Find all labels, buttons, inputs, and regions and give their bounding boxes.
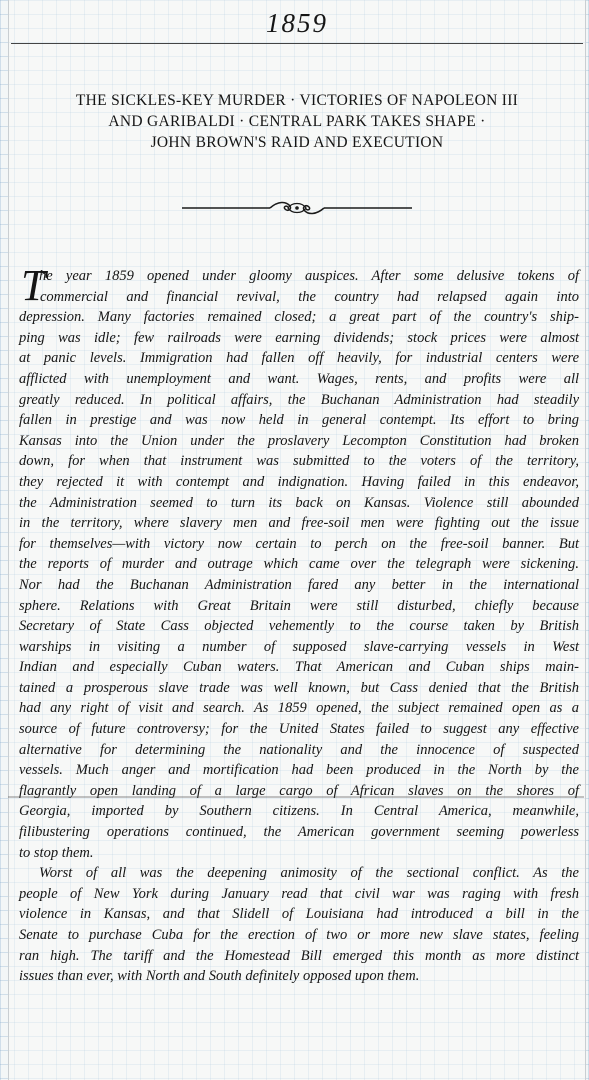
text-line: Worst of all was the deepening animosity of the sectional conflict. As the (39, 865, 579, 882)
text-line: violence in Kansas, and that Slidell of Louisiana had introduced a bill in the (19, 906, 579, 923)
document-page (8, 0, 586, 1080)
text-line: in the territory, where slavery men and free-soil men were fighting out the issue (19, 515, 579, 532)
text-line: Georgia, imported by Southern citizens. In Central America, meanwhile, (19, 803, 579, 820)
text-line: source of future controversy; for the United States failed to suggest any effective (19, 721, 579, 738)
text-line: for themselves—with victory now certain to perch on the free-soil banner. But (19, 535, 579, 552)
text-line: tained a prosperous slave trade was well known, but Cass denied that the British (19, 679, 579, 696)
scroll-ornament-icon (182, 200, 412, 216)
text-line: flagrantly open landing of a large cargo of African slaves on the shores of (19, 782, 579, 799)
text-line: greatly reduced. In political affairs, the Buchanan Administration had steadily (19, 391, 579, 408)
chapter-year: 1859 (266, 8, 328, 38)
text-line: ping was idle; few railroads were earning dividends; stock prices were almost (19, 329, 579, 346)
subtitle-line: JOHN BROWN'S RAID AND EXECUTION (150, 134, 444, 151)
text-line: Secretary of State Cass objected vehemently to the course taken by British (19, 618, 579, 635)
text-line: Indian and especially Cuban waters. That American and Cuban ships main- (19, 659, 579, 676)
text-line: filibustering operations continued, the American government seeming powerless (19, 824, 579, 841)
text-line: people of New York during January read that civil war was raging with fresh (19, 885, 579, 902)
article-body (19, 261, 579, 987)
text-line: fallen in prestige and was now held in general contempt. Its effort to bring (19, 412, 579, 429)
text-line: Senate to purchase Cuba for the erection of two or more new slave states, feeling (19, 927, 579, 943)
text-line: afflicted with unemployment and want. Wages, rents, and profits were all (19, 370, 579, 387)
text-line: issues than ever, with North and South definitely opposed upon them. (19, 968, 420, 985)
drop-cap: T (21, 261, 46, 310)
subtitle-line: THE SICKLES-KEY MURDER · VICTORIES OF NAPOLEON III (75, 92, 519, 109)
text-line: the Administration seemed to turn its back on Kansas. Violence still abounded (19, 494, 579, 511)
text-line: at panic levels. Immigration had fallen off heavily, for industrial centers were (19, 350, 579, 367)
text-line: Nor had the Buchanan Administration fared any better in the international (19, 576, 579, 593)
text-line: depression. Many factories remained closed; a great part of the country's ship- (19, 309, 579, 326)
text-line: had any right of visit and search. As 1859 opened, the subject remained open as a (19, 700, 579, 717)
text-line: commercial and financial revival, the country had relapsed again into (40, 288, 579, 305)
text-line: he year 1859 opened under gloomy auspices. After some delusive tokens of (39, 268, 579, 284)
scan-crease (8, 796, 584, 798)
text-line: Kansas into the Union under the proslavery Lecompton Constitution had broken (19, 432, 579, 449)
text-line: they rejected it with contempt and indignation. Having failed in this endeavor, (19, 473, 579, 490)
chapter-subtitle (19, 90, 575, 153)
header-rule (11, 43, 583, 44)
text-line: to stop them. (19, 844, 94, 861)
subtitle-line: AND GARIBALDI · CENTRAL PARK TAKES SHAPE · (108, 113, 486, 130)
text-line: sphere. Relations with Great Britain were still disturbed, chiefly because (19, 597, 579, 614)
text-line: the reports of murder and outrage which came over the telegraph were sickening. (19, 556, 579, 573)
text-line: ran high. The tariff and the Homestead Bill emerged this month as more distinct (19, 947, 579, 964)
text-line: vessels. Much anger and mortification had been produced in the North by the (19, 762, 579, 779)
text-line: alternative for determining the nationality and the innocence of suspected (19, 741, 579, 758)
text-line: warships in visiting a number of supposed slave-carrying vessels in West (19, 638, 579, 655)
text-line: down, for when that instrument was submitted to the voters of the territory, (19, 453, 579, 470)
